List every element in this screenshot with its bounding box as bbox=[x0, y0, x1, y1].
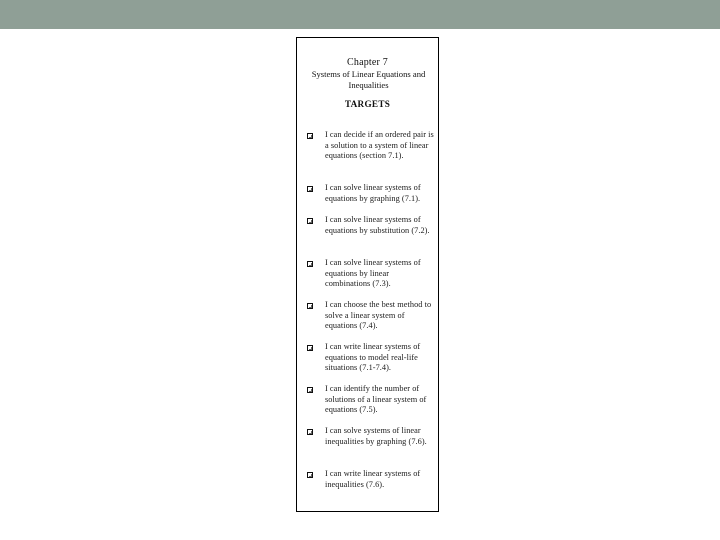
target-item bbox=[306, 217, 436, 259]
target-item bbox=[306, 302, 436, 344]
target-item bbox=[306, 260, 436, 302]
checkbox-icon bbox=[307, 186, 313, 192]
targets-heading: TARGETS bbox=[344, 99, 391, 109]
target-text: I can solve linear systems of equations by graphing (7.1). bbox=[325, 183, 421, 203]
checkbox-icon bbox=[307, 429, 313, 435]
checkbox-icon bbox=[307, 303, 313, 309]
checkbox-icon bbox=[307, 218, 313, 224]
checkbox-icon bbox=[307, 261, 313, 267]
checkbox-icon bbox=[307, 133, 313, 139]
target-text: I can solve systems of linear inequalities by graphing (7.6). bbox=[325, 426, 427, 446]
chapter-title: Chapter 7 bbox=[347, 57, 388, 68]
target-item bbox=[306, 386, 436, 428]
target-text: I can write linear systems of inequalities (7.6). bbox=[325, 469, 421, 489]
target-text: I can write linear systems of equations to model real-life situations (7.1-7.4). bbox=[325, 342, 421, 373]
target-text: I can solve linear systems of equations by substitution (7.2). bbox=[325, 215, 430, 235]
target-text: I can choose the best method to solve a linear system of equations (7.4). bbox=[325, 300, 432, 331]
target-item bbox=[306, 344, 436, 386]
target-text: I can decide if an ordered pair is a solution to a system of linear equations (section 7.1). bbox=[325, 130, 434, 161]
checkbox-icon bbox=[307, 345, 313, 351]
target-item bbox=[306, 471, 436, 513]
document-panel bbox=[296, 37, 439, 512]
target-item bbox=[306, 428, 436, 470]
checkbox-icon bbox=[307, 472, 313, 478]
target-text: I can identify the number of solutions of a linear system of equations (7.5). bbox=[325, 384, 427, 415]
top-bar bbox=[0, 0, 720, 29]
checkbox-icon bbox=[307, 387, 313, 393]
target-item bbox=[306, 132, 436, 174]
chapter-subtitle: Systems of Linear Equations and Inequalities bbox=[311, 69, 426, 90]
target-text: I can solve linear systems of equations by linear combinations (7.3). bbox=[325, 258, 421, 289]
